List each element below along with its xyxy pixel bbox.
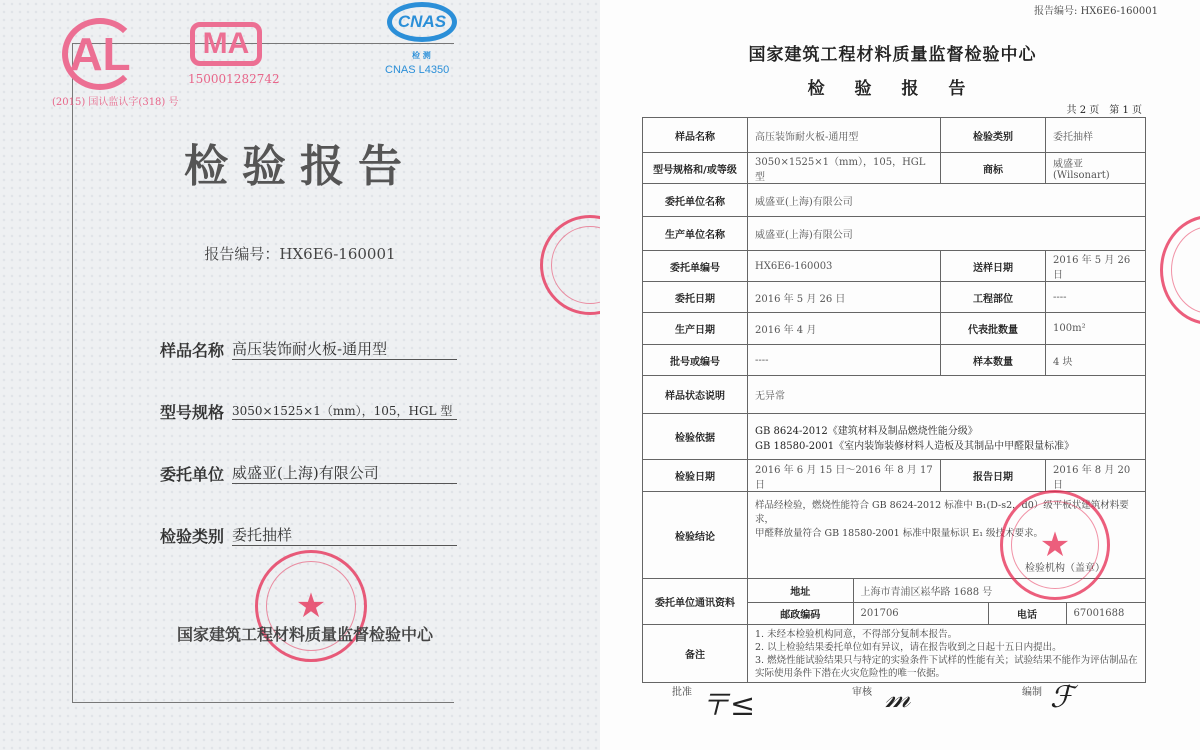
cover-field-model: 型号规格 3050×1525×1（mm），105，HGL 型 bbox=[160, 400, 224, 423]
cover-field-client: 委托单位 威盛亚(上海)有限公司 bbox=[160, 462, 224, 485]
table-row: 样品状态说明 无异常 bbox=[643, 376, 1146, 414]
compile-signature: ℱ bbox=[1050, 680, 1074, 715]
cover-issuer: 国家建筑工程材料质量监督检验中心 bbox=[176, 625, 433, 644]
cover-field-sample: 样品名称 高压装饰耐火板-通用型 bbox=[160, 338, 224, 361]
table-row: 检验日期 2016 年 6 月 15 日～2016 年 8 月 17 日 报告日期 2016 年 8 月 20 日 bbox=[643, 460, 1146, 492]
cover-field-type: 检验类别 委托抽样 bbox=[160, 524, 224, 547]
table-row: 检验依据 GB 8624-2012《建筑材料及制品燃烧性能分级》 GB 18580-2001《室内装饰装修材料人造板及其制品中甲醛限量标准》 bbox=[643, 414, 1146, 460]
report-org: 国家建筑工程材料质量监督检验中心 bbox=[748, 45, 1037, 65]
report-number: 报告编号: HX6E6-160001 bbox=[1034, 6, 1158, 17]
table-row: 委托单位通讯资料 地址 上海市青浦区崧华路 1688 号 邮政编码 201706 电话 67001688 bbox=[643, 579, 1146, 625]
table-row: 检验结论 样品经检验，燃烧性能符合 GB 8624-2012 标准中 B₁(D-s2，d0）级平板状建筑材料要求， 甲醛释放量符合 GB 18580-2001 标准中限量标识 E₁ 级技术要求。 检验机构（盖章） bbox=[643, 492, 1146, 579]
table-row: 生产日期 2016 年 4 月 代表批数量 100m² bbox=[643, 313, 1146, 345]
review-label: 审核 bbox=[852, 687, 872, 698]
table-row: 委托单编号 HX6E6-160003 送样日期 2016 年 5 月 26 日 bbox=[643, 251, 1146, 282]
official-stamp: ★ bbox=[255, 550, 367, 662]
report-table bbox=[642, 117, 1146, 683]
cover-report-no: 报告编号：HX6E6-160001 bbox=[204, 245, 396, 263]
compile-label: 编制 bbox=[1022, 687, 1042, 698]
table-row: 备注 1. 未经本检验机构同意，不得部分复制本报告。 2. 以上检验结果委托单位如有异议，请在报告收到之日起十五日内提出。 3. 燃烧性能试验结果只与特定的实验条件下试样的性能有关；试验结果不能作为评估制品在实际使用条件下潜在火灾危险性的唯一依据。 bbox=[643, 625, 1146, 683]
cnas-logo: CNAS bbox=[387, 2, 457, 42]
cnas-number: CNAS L4350 bbox=[385, 64, 450, 76]
approve-signature: 〒≤ bbox=[700, 688, 756, 723]
cnas-sub: 检 测 bbox=[412, 50, 431, 60]
page-indicator: 共 2 页 第 1 页 bbox=[1066, 105, 1142, 116]
table-row: 型号规格和/或等级 3050×1525×1（mm），105，HGL 型 商标 威盛亚(Wilsonart) bbox=[643, 153, 1146, 184]
table-row: 样品名称 高压装饰耐火板-通用型 检验类别 委托抽样 bbox=[643, 118, 1146, 153]
cal-caption: (2015) 国认监认字(318) 号 bbox=[52, 97, 179, 108]
table-row: 委托日期 2016 年 5 月 26 日 工程部位 ---- bbox=[643, 282, 1146, 313]
table-row: 批号或编号 ---- 样本数量 4 块 bbox=[643, 345, 1146, 376]
table-row: 生产单位名称 威盛亚(上海)有限公司 bbox=[643, 217, 1146, 251]
review-signature: 𝓂 bbox=[885, 680, 911, 715]
table-row: 委托单位名称 威盛亚(上海)有限公司 bbox=[643, 184, 1146, 217]
official-stamp-report: ★ bbox=[1000, 490, 1110, 600]
report-title: 检 验 报 告 bbox=[807, 79, 978, 99]
cma-logo: MA bbox=[190, 22, 262, 66]
seal-label: 检验机构（盖章） bbox=[1025, 563, 1105, 574]
approve-label: 批准 bbox=[672, 687, 692, 698]
cma-number: 150001282742 bbox=[188, 72, 280, 86]
cover-title: 检验报告 bbox=[184, 141, 416, 192]
cal-logo: AL bbox=[62, 18, 138, 90]
